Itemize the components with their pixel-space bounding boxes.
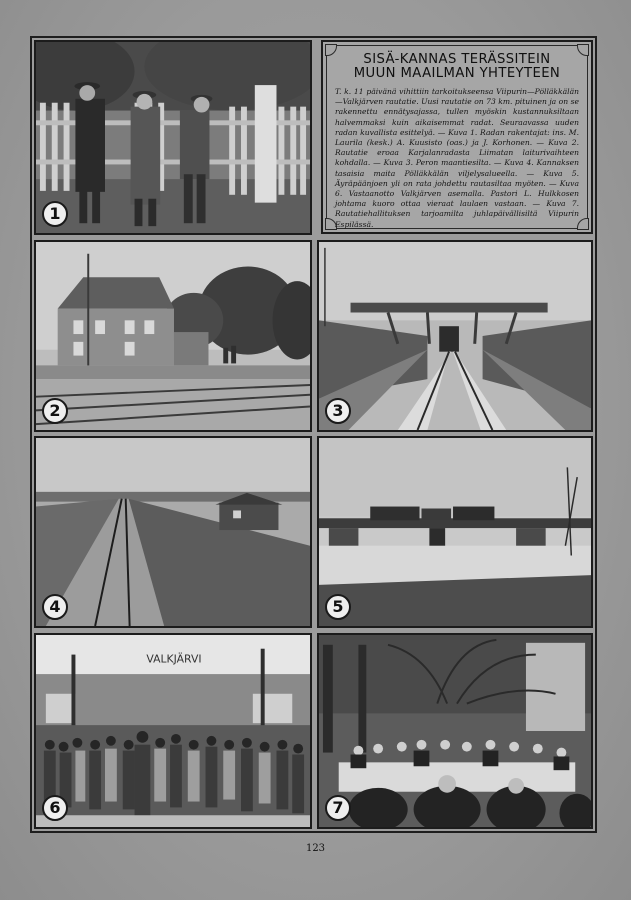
photo-number-badge: 5 xyxy=(325,594,351,620)
photo-number-badge: 7 xyxy=(325,795,351,821)
photo-4 xyxy=(34,436,312,628)
caption-box xyxy=(321,40,593,234)
page-number: 123 xyxy=(305,843,326,854)
photo-number-badge: 6 xyxy=(42,795,68,821)
photo-number-badge: 1 xyxy=(42,201,68,227)
photo-6 xyxy=(34,633,312,829)
caption-title-line-2: MUUN MAAILMAN YHTEYTEEN xyxy=(353,66,561,81)
caption-body: T. k. 11 päivänä vihittiin tarkoitukseensa Viipurin—Pölläkkälän—Valkjärven rautatie. Uusi rautatie on 73 km. pituinen ja on se rakennettu ennätysajassa, tullen myöskin kustannuksiltaan halvemmaksi kuin aikaisemmat radat. Seuraavassa uuden radan kuvallista esittelyä. — Kuva 1. Radan rakentajat: ins. M. Laurila (kesk.) A. Kuusisto (oas.) ja J. Korhonen. — Kuva 2. Rautatie eroaa Karjalanradasta Liimatan laiturivaihteen kohdalla. — Kuva 3. Peron maantiesilta. — Kuva 4. Kannaksen tasaisia maita Pölläkkälän viljelysalueella. — Kuva 5. Äyräpäänjoen yli on rata johdettu rautasiltaa myöten. — Kuva 6. Vastaanotto Valkjärven asemalla. Pastori L. Hulkkosen johtama kuoro ottaa vieraat laulaen vastaan. — Kuva 7. Rautatiehallituksen tarjoamilta juhlapäivällisiltä Viipurin Espilässä. xyxy=(335,87,579,229)
photo-1 xyxy=(34,40,312,235)
caption-title xyxy=(331,53,583,81)
photo-number-badge: 4 xyxy=(42,594,68,620)
photo-2-image xyxy=(36,242,310,430)
photo-4-image xyxy=(36,438,310,626)
station-sign-text: VALKJÄRVI xyxy=(146,652,202,666)
photo-1-image xyxy=(36,42,310,233)
photo-5-image xyxy=(319,438,591,626)
photo-6-image xyxy=(36,635,310,827)
photo-7 xyxy=(317,633,593,829)
photo-7-image xyxy=(319,635,591,827)
photo-number-badge: 3 xyxy=(325,398,351,424)
photo-number-badge: 2 xyxy=(42,398,68,424)
photo-3-image xyxy=(319,242,591,430)
photo-2 xyxy=(34,240,312,432)
photo-3 xyxy=(317,240,593,432)
photo-5 xyxy=(317,436,593,628)
caption-title-line-1: SISÄ-KANNAS TERÄSSITEIN xyxy=(363,52,551,67)
